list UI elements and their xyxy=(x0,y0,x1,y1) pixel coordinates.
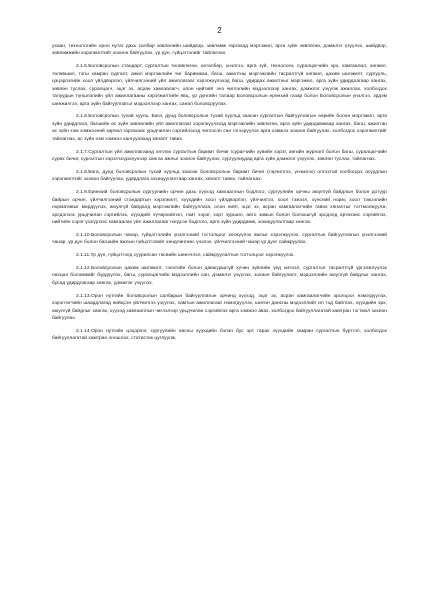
paragraph-2-1-9: 2.1.9.Ерөнхий боловсролын сургуулийн орчин дахь хүүхэд хамгааллын бодлого, сургуулийн орчны аюулгүй байдлын болон дотуур байрын орчин, үйлчилгээний стандартын хэрэгжилт, хүүхдийн хоол үйлдвэрлэл, үйлчилгээ, хоол тэжээл, хүнсний норм, хоол тэжээлийн нормативыг мөрдүүлэх, аюулгүй байдалд мэргэжлийн байгууллага, олон нийт, эцэг эх, асран хамгаалагчийн тавих хяналтыг тогтмолжуулж, эрсдэлээс урьдчилан сэргийлэх, хүүхдийг хүчирхийлэл, гэмт хэрэг, хорт зуршил, авто замын болон болзошгүй эрсдэлд өртөхөөс сэргийлэх, нийтийн сэрэг үзэгдлээс хамгаалах үйл ажиллагааг нэгдсэн бодлого, арга зүйн удирдамж, зохицуулалтаар хангах. xyxy=(52,190,387,226)
paragraph-2-1-5: 2.1.5.Боловсролын стандарт, сургалтын төлөвлөгөө, хөтөлбөр, үнэлгээ, арга зүй, технологи, суралцагчийн эрх, хамгаалал, хөгжил, төлөвшил, тэгш хамран сургалт, ажил мэргэжлийн чиг баримжаа, багш, ажилтны мэргэжлийн тасралтгүй хөгжил, цахим шилжилт, сургууль, цэцэрлэгийн хоол үйлдвэрлэл, үйлчилгээний үйл ажиллагааг хэрэгжүүлэхэд багш, удирдах ажилтныг мэргэжил, арга зүйн удирдлагаар хангах, зөвлөн туслах, суралцагч, эцэг эх, асран хамгаалагч, олон нийтийг энэ чиглэлийн мэдээллээр хангах, дэмжлэг үзүүлж ажиллах, холбогдох талуудын түншлэлийн үйл ажиллагааны хэрэгжилтийн явц, үр дүнгийн талаар Боловсролын ерөнхий газар болон Боловсролын үнэлгээ, эрдэм шинжилгээ, арга зүйн байгууллагыг мэдээллээр хангах, санал боловсруулах. xyxy=(52,64,387,107)
paragraph-2-1-12: 2.1.12.Боловсролын цахим шилжилт, гэнэтийн болон давагдашгүй хүчин зүйлийн үед хичээл, сургалтыг тасралтгүй үргэлжлүүлэх нөхцөл боломжийг бүрдүүлэх, багш, суралцагчийн мэдээллийн сан, дэмжлэг үзүүлэх, зохион байгуулалт, мэдээллийн аюулгүй байдлыг хангах, бусад удирдлагаар хангах, дэмжлэг үзүүлэх. xyxy=(52,266,387,286)
paragraph-2-1-6: 2.1.6.Боловсролын тухай хууль, Бага, дунд боловсролын тухай хуульд заасан сургалтын байгууллагын өөрийн болон мэргэжил, арга зүйн удирдлага, багшийн өс зүйн зөвлөлийн үйл ажиллагааг хэрэгжүүлэхэд мэргэжлийн зөвлөгөө, арга зүйн удирдамжаар хангах, багш, ажилтан өс зүйн хэм хэмжээний зөрчил гаргахаас урьдчилан сэргийлэхэд чиглэсэн сөн гэгээрүүлэх арга хэмжээ зохион байгуулах, холбогдох хэрэгжилтийг тайлагнах, өс зүйн хэм хэмжээ хангуулахад хяналт тавих. xyxy=(52,114,387,142)
paragraph-2-1-8: 2.1.8.Бага, дунд боловсролын тухай хуульд заасан боловсролын баримт бичиг (гэрчилгээ, үнэмлэх) олгохтой холбогдох асуудлын хэрэгжилтийг зохион байгуулах, удирдлага зохицуулалтаар хангах, хяналт тавих, тайлагнах. xyxy=(52,169,387,183)
paragraph-2-1-13: 2.1.13.Орон нутгийн боловсролын салбарын байгууллагын орчинд хүүхэд, эцэг эх, асран хамгаалагчийн оролцоог нэмэгдүүлэх, хэрэглэгчийн шаардлагад нийцсэн үйлчилгээ үзүүлэх, хамтын ажиллагааг нэмэгдүүлэх, шилэн дансны мэдээллийг ил тод байлгах, хүүхдийн эрх, аюулгүй байдлыг хангах, хүүхэд хамгааллын чиглэлээр урьдчилан сэргийлэх арга хэмжээ авах, холбогдох байгууллагатай хамтран тогтмол зохион байгуулах. xyxy=(52,293,387,322)
paragraph-2-1-14: 2.1.14.Орон нутгийн цэцэрлэг, сургуулийн насны хүүхдийн бэлэн бус эрт гарах хүүхдийн хамран сургалтын бүртгэл, холбогдох байгууллагатай хамтран оношлох, статистик цуглуулж, xyxy=(52,328,387,342)
paragraph-2-1-10: 2.1.10.Боловсролын чанар, гүйцэтгэлийн үнэлгээний тогтолцоог хөгжүүлэх ажлыг хэрэгжүүлэх, сургалтын байгууллагын үнэлгээний чанар, үр дүн болон багшийн ажлын гүйцэтгэлийг хөндлөнгөөс үнэлэх, үйлчилгээний чанар үр дүнг сайжруулах. xyxy=(52,232,387,246)
paragraph-continuation: ухаан, технологийн орон нутаг дахь салбар зөвлөлийн шийдвэр, зөвлөмж гаргахад мэргэжил, арга зүйн зөвлөгөө, дэмжлэг үзүүлэх, шийдвэр, зөвлөмжийн хэрэгжилтийг хохион байгуулах, үр дүн, гүйцэтгэлийг тайлагнах. xyxy=(52,44,387,57)
paragraph-2-1-11: 2.1.11.Үр дүн, гүйцэтгэлд суурилсан төсвийн шинэчлэл, сайжруулалтын тогтолцоог хэрэгжүүлэх. xyxy=(76,253,295,259)
paragraph-2-1-7: 2.1.7.Сургалтын үйл ажиллагаанд хөтлөх сургалтын баримт бичиг /сурагчийн хувийн хэрэг, ангийн журнал/ болон багш, суралцагчийн сурах бичиг, сургалтын хэрэглэгдэхүүнээр хангах ажлыг зохион байгуулах, сургуулиудад арга зүйн дэмжлэг үзүүлэх, зөвлөн туслах, тайлагнах. xyxy=(52,149,387,163)
page-number: 2 xyxy=(217,26,222,35)
